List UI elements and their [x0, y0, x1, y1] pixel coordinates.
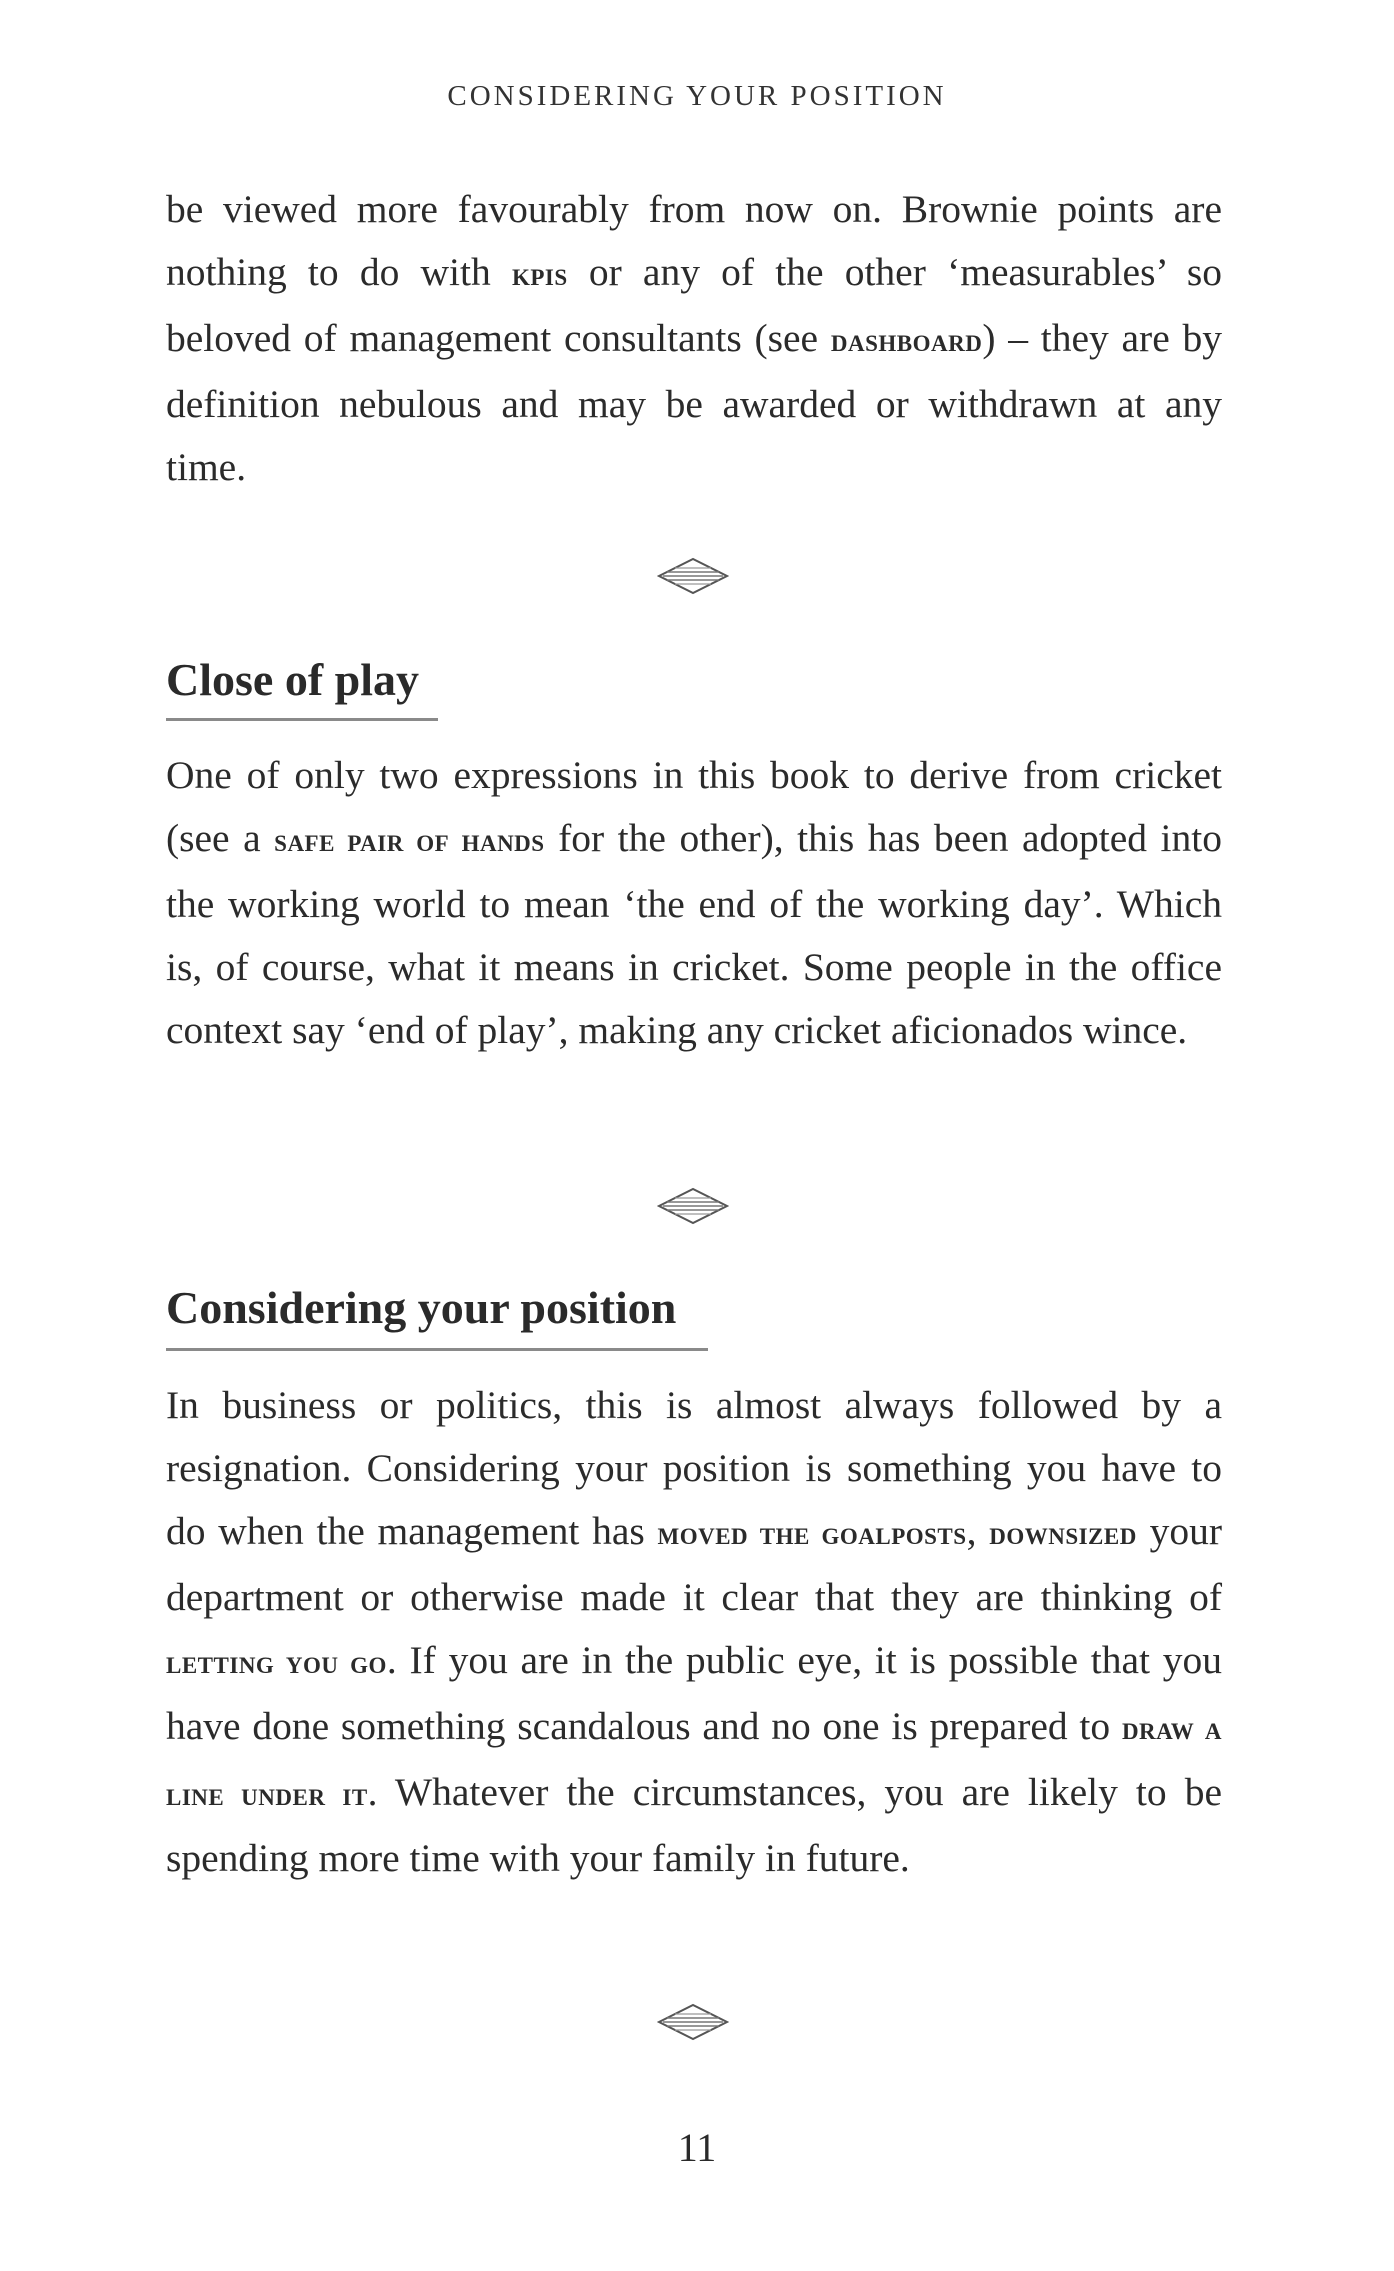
intro-block — [166, 178, 1222, 499]
cyp-text-5: . Whatever the circumstances, you are likely to be spending more time with your family in future. — [166, 1770, 1222, 1880]
entry-heading-considering-your-position: Considering your position — [166, 1282, 677, 1333]
cross-reference-draw-a-line-under-it: draw a line under it — [166, 1711, 1222, 1813]
cross-reference-dashboard: dashboard — [830, 323, 983, 359]
cross-reference-kpis: kpis — [511, 257, 568, 293]
cross-reference-letting-you-go: letting you go — [166, 1645, 387, 1681]
close-of-play-text-1: One of only two expressions in this book to derive from cricket (see a — [166, 753, 1222, 860]
cyp-text-1: In business or politics, this is almost always followed by a resignation. Considering your position is something you have to do when the management has — [166, 1383, 1222, 1553]
heading-underline — [166, 718, 438, 721]
page-number: 11 — [677, 2125, 717, 2170]
close-of-play-text-2: for the other), this has been adopted into the working world to mean ‘the end of the working day’. Which is, of course, what it means in cricket. Some people in the office context say ‘end of play’, making any cricket aficionados wince. — [166, 816, 1222, 1052]
considering-your-position-block — [166, 1374, 1222, 1890]
diamond-ornament-icon — [657, 2002, 729, 2042]
heading-underline — [166, 1348, 708, 1351]
intro-text-1: be viewed more favourably from now on. Brownie points are nothing to do with — [166, 187, 1222, 294]
intro-text-3: ) – they are by definition nebulous and may be awarded or withdrawn at any time. — [166, 316, 1222, 489]
cross-reference-safe-pair-of-hands: safe pair of hands — [274, 823, 545, 859]
diamond-ornament-icon — [657, 556, 729, 596]
entry-heading-close-of-play: Close of play — [166, 654, 419, 705]
running-head: CONSIDERING YOUR POSITION — [447, 80, 947, 112]
intro-text-2: or any of the other ‘measurables’ so beloved of management consultants (see — [166, 250, 1222, 360]
cyp-text-4: . If you are in the public eye, it is possible that you have done something scandalous and no one is prepared to — [166, 1638, 1222, 1748]
cross-reference-downsized: downsized — [989, 1516, 1137, 1552]
intro-paragraph — [166, 178, 1222, 499]
cyp-text-3: your department or otherwise made it clear that they are thinking of — [166, 1509, 1223, 1619]
diamond-ornament-icon — [657, 1186, 729, 1226]
close-of-play-block — [166, 744, 1222, 1062]
cross-reference-moved-the-goalposts: moved the goalposts — [657, 1516, 967, 1552]
considering-your-position-paragraph — [166, 1374, 1222, 1890]
cyp-text-2: , — [966, 1509, 990, 1553]
close-of-play-paragraph — [166, 744, 1222, 1062]
